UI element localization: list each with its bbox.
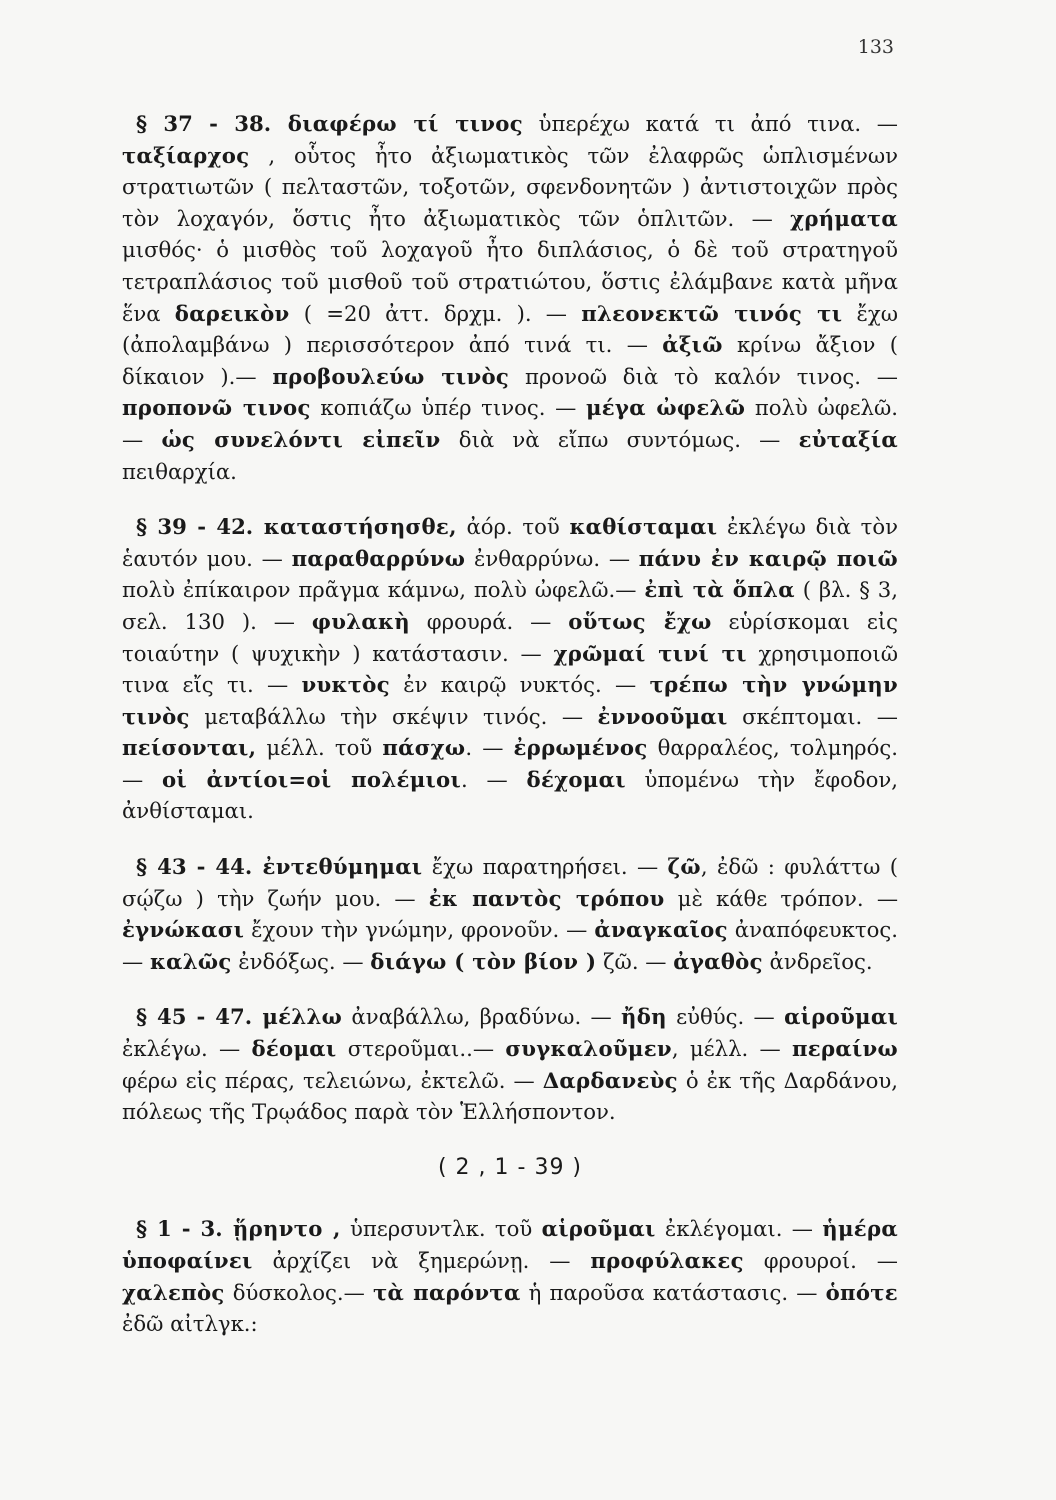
glossary-paragraph xyxy=(122,1001,898,1127)
headword: καταστήσησθε, xyxy=(253,514,457,540)
glossary-paragraph xyxy=(122,511,898,827)
gloss-text: δύσκολος.— xyxy=(224,1279,373,1305)
headword: καθίσταμαι xyxy=(569,514,718,540)
glossary-paragraphs xyxy=(122,108,898,1128)
gloss-text: ἀναβάλλω, βραδύνω. — xyxy=(342,1004,621,1030)
gloss-text: , ἐδῶ : φυλάττω ( σῴζω ) τὴν ζωήν μου. — xyxy=(122,854,899,911)
headword: δαρεικὸν xyxy=(174,300,290,326)
page-body xyxy=(122,108,898,1364)
headword: συγκαλοῦμεν xyxy=(505,1036,672,1062)
headword: πάνυ ἐν καιρῷ ποιῶ xyxy=(638,545,899,571)
gloss-text: ( βλ. § 3, σελ. 130 ). — xyxy=(122,577,898,634)
gloss-text: διὰ νὰ εἴπω συντόμως. — xyxy=(440,426,799,452)
headword: εὐταξία xyxy=(798,426,898,452)
gloss-text: προνοῶ διὰ τὸ καλόν τινος. — xyxy=(509,363,898,389)
headword: τρέπω τὴν γνώμην τινὸς xyxy=(122,672,898,729)
gloss-text: ζῶ. — xyxy=(596,948,674,974)
headword: ἀγαθὸς xyxy=(673,948,763,974)
gloss-text: ἀρχίζει νὰ ξημερώνῃ. — xyxy=(252,1248,591,1273)
headword: τὰ παρόντα xyxy=(372,1279,521,1305)
headword: ἐπὶ τὰ ὅπλα xyxy=(644,577,795,603)
gloss-text: πειθαρχία. xyxy=(122,458,237,484)
gloss-text: φρουρά. — xyxy=(409,608,569,634)
gloss-text: ἐκλέγομαι. — xyxy=(655,1216,823,1242)
headword: ἐγνώκασι xyxy=(122,917,245,943)
headword: προπονῶ τινος xyxy=(122,395,311,421)
headword: ᾕρηντο , xyxy=(222,1216,341,1242)
glossary-paragraph xyxy=(122,851,898,977)
gloss-text: θαρραλέος, τολμηρός. — xyxy=(122,735,898,792)
gloss-text: κρίνω ἄξιον ( δίκαιον ).— xyxy=(122,332,898,389)
headword: ζῶ xyxy=(667,854,701,880)
headword: ἡμέρα ὑποφαίνει xyxy=(122,1216,898,1273)
headword: ἤδη xyxy=(621,1004,667,1030)
headword: καλῶς xyxy=(149,948,232,974)
headword: Δαρδανεὺς xyxy=(542,1067,678,1093)
gloss-text: ὁ ἐκ τῆς Δαρδάνου, πόλεως τῆς Τρῳάδος παρὰ τὸν Ἑλλήσποντον. xyxy=(122,1067,899,1125)
gloss-text: ἐνθαρρύνω. — xyxy=(465,545,639,571)
headword: προφύλακες xyxy=(590,1248,744,1273)
headword: προβουλεύω τινὸς xyxy=(272,363,510,389)
final-paragraph xyxy=(122,1213,898,1339)
gloss-text: μισθός· ὁ μισθὸς τοῦ λοχαγοῦ ἦτο διπλάσιος, ὁ δὲ τοῦ στρατηγοῦ τετραπλάσιος τοῦ μισθοῦ τοῦ στρατιώτου, ὅστις ἐλάμβανε κατὰ μῆνα ἕνα xyxy=(122,237,898,326)
gloss-text: ( =20 ἀττ. δρχμ. ). — xyxy=(289,300,582,326)
gloss-text: ἀόρ. τοῦ xyxy=(456,514,570,540)
headword: δέομαι xyxy=(251,1036,337,1062)
gloss-text: μέλλ. τοῦ xyxy=(256,735,383,761)
gloss-text: φρουροί. — xyxy=(743,1248,898,1273)
gloss-text: χρησιμοποιῶ τινα εἴς τι. — xyxy=(122,640,898,698)
gloss-text: μὲ κάθε τρόπον. — xyxy=(664,885,899,911)
gloss-text: ἡ παροῦσα κατάστασις. — xyxy=(520,1279,826,1305)
gloss-text: ἀναπόφευκτος. — xyxy=(122,917,898,974)
section-number: § 43 - 44. xyxy=(136,854,253,880)
gloss-text: πολὺ ἐπίκαιρον πρᾶγμα κάμνω, πολὺ ὠφελῶ.— xyxy=(122,577,645,603)
gloss-text: ἔχουν τὴν γνώμην, φρονοῦν. — xyxy=(244,917,595,943)
section-number: § 39 - 42. xyxy=(136,514,254,540)
headword: ἐντεθύμημαι xyxy=(252,854,423,880)
headword: πείσονται, xyxy=(122,735,257,761)
headword: ὁπότε xyxy=(825,1279,898,1305)
headword: φυλακὴ xyxy=(311,608,410,634)
headword: χρῶμαί τινί τι xyxy=(553,640,747,666)
headword: ἀξιῶ xyxy=(662,332,723,358)
gloss-text: ὑπερέχω κατά τι ἀπό τινα. — xyxy=(522,111,898,136)
glossary-paragraph xyxy=(122,108,898,487)
gloss-text: ἔχω παρατηρήσει. — xyxy=(422,854,668,880)
headword: περαίνω xyxy=(791,1036,898,1062)
headword: χρήματα xyxy=(790,205,898,231)
gloss-text: εὑρίσκομαι εἰς τοιαύτην ( ψυχικὴν ) κατάστασιν. — xyxy=(122,608,899,666)
gloss-text: , μέλλ. — xyxy=(671,1036,792,1062)
gloss-text: . — xyxy=(465,735,514,761)
gloss-text: ἐνδόξως. — xyxy=(231,948,371,974)
gloss-text: πολὺ ὠφελῶ. — xyxy=(122,395,898,452)
gloss-text: ἐν καιρῷ νυκτός. — xyxy=(389,672,650,698)
page-number: 133 xyxy=(857,36,894,58)
chapter-heading: ( 2 , 1 - 39 ) xyxy=(437,1154,583,1180)
gloss-text: ἀνδρεῖος. xyxy=(762,948,873,974)
section-number: § 45 - 47. xyxy=(136,1004,253,1030)
headword: ταξίαρχος xyxy=(122,142,250,168)
headword: ἀναγκαῖος xyxy=(594,917,728,943)
headword: διάγω ( τὸν βίον ) xyxy=(370,948,597,974)
section-number: § 37 - 38. xyxy=(136,111,272,136)
gloss-text: φέρω εἰς πέρας, τελειώνω, ἐκτελῶ. — xyxy=(122,1067,543,1093)
gloss-text: ὑπερσυντλκ. τοῦ xyxy=(340,1216,542,1242)
headword: οἱ ἀντίοι=οἱ πολέμιοι xyxy=(161,766,462,792)
gloss-text: εὐθύς. — xyxy=(666,1004,785,1030)
headword: αἱροῦμαι xyxy=(541,1216,656,1242)
headword: οὕτως ἔχω xyxy=(568,608,712,634)
headword: δέχομαι xyxy=(526,766,626,792)
headword: αἱροῦμαι xyxy=(784,1004,899,1030)
headword: νυκτὸς xyxy=(301,672,390,698)
headword: διαφέρω τί τινος xyxy=(271,111,523,136)
headword: ἐκ παντὸς τρόπου xyxy=(428,885,665,911)
headword: παραθαρρύνω xyxy=(291,545,466,571)
headword: ὡς συνελόντι εἰπεῖν xyxy=(161,426,441,452)
gloss-text: μεταβάλλω τὴν σκέψιν τινός. — xyxy=(189,703,598,729)
gloss-text: σκέπτομαι. — xyxy=(727,703,898,729)
section-number: § 1 - 3. xyxy=(136,1216,223,1242)
headword: μέλλω xyxy=(252,1004,343,1030)
gloss-text: . — xyxy=(461,766,527,792)
headword: ἐρρωμένος xyxy=(513,735,648,761)
headword: μέγα ὠφελῶ xyxy=(585,395,746,421)
gloss-text: ἐδῶ αἰτλγκ.: xyxy=(122,1311,258,1337)
headword: πλεονεκτῶ τινός τι xyxy=(581,300,843,326)
headword: ἐννοοῦμαι xyxy=(597,703,728,729)
gloss-text: ὑπομένω τὴν ἔφοδον, ἀνθίσταμαι. xyxy=(122,766,898,824)
headword: χαλεπὸς xyxy=(122,1279,225,1305)
gloss-text: στεροῦμαι..— xyxy=(336,1036,506,1062)
gloss-text: ἐκλέγω. — xyxy=(122,1036,252,1062)
headword: πάσχω xyxy=(382,735,466,761)
gloss-text: ἔχω (ἀπολαμβάνω ) περισσότερον ἀπό τινά τι. — xyxy=(122,300,898,358)
gloss-text: , οὗτος ἦτο ἀξιωματικὸς τῶν ἐλαφρῶς ὡπλισμένων στρατιωτῶν ( πελταστῶν, τοξοτῶν, σφενδονητῶν ) ἀντιστοιχῶν πρὸς τὸν λοχαγόν, ὅστις ἦτο ἀξιωματικὸς τῶν ὁπλιτῶν. — xyxy=(122,142,898,231)
gloss-text: κοπιάζω ὑπέρ τινος. — xyxy=(310,395,586,421)
gloss-text: ἐκλέγω διὰ τὸν ἑαυτόν μου. — xyxy=(122,514,898,571)
